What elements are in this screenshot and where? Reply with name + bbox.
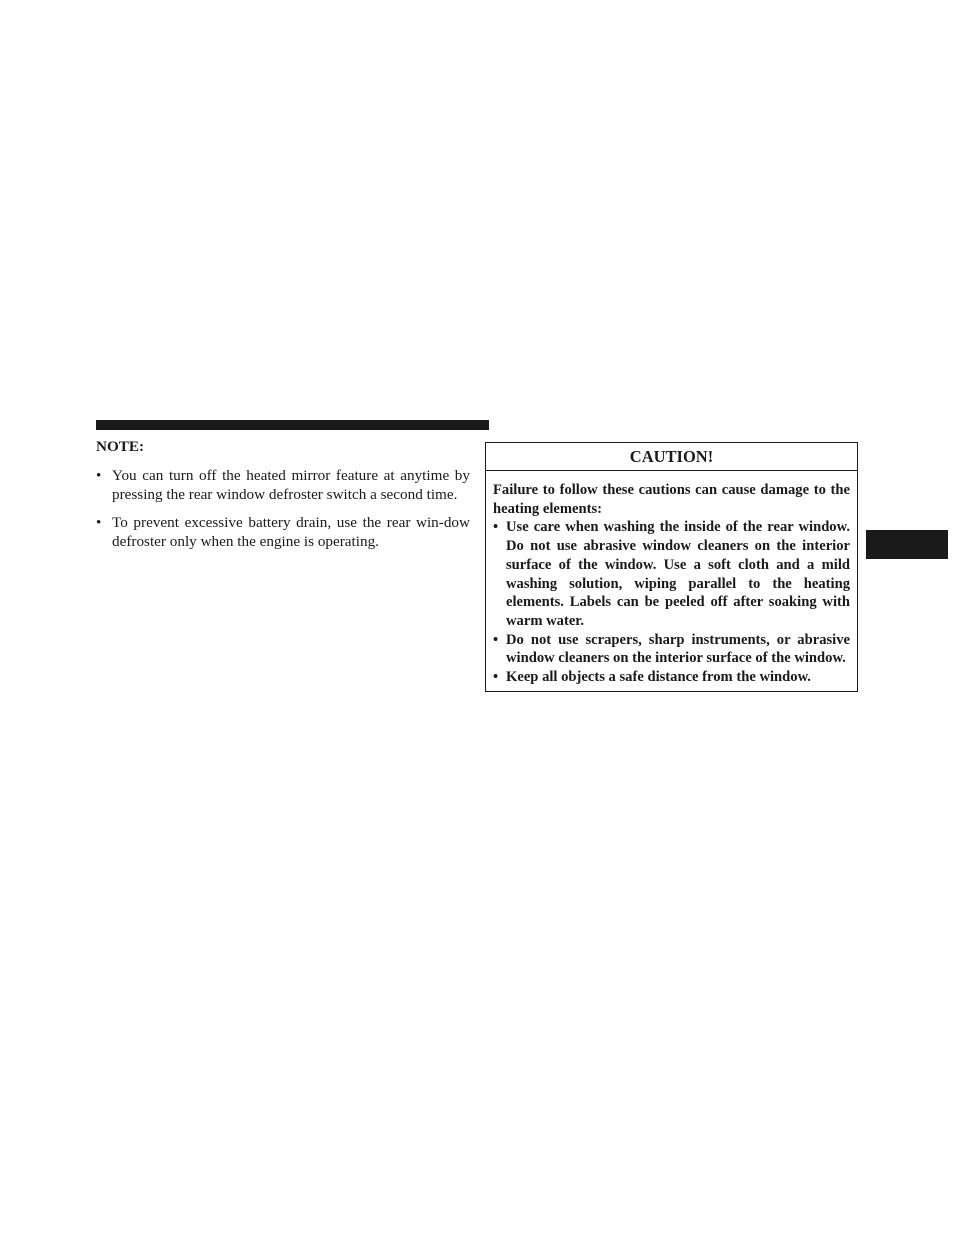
note-item: [96, 466, 470, 504]
bullet-icon: •: [96, 467, 102, 484]
caution-item: [493, 518, 850, 630]
caution-item: [493, 631, 850, 668]
caution-item: [493, 668, 850, 687]
section-rule: [96, 420, 489, 430]
note-list: [96, 466, 470, 551]
caution-item-text: Keep all objects a safe distance from the window.: [506, 669, 811, 686]
note-heading: NOTE:: [96, 438, 145, 455]
note-section: [96, 437, 470, 560]
bullet-icon: •: [493, 631, 499, 648]
bullet-icon: •: [96, 514, 102, 531]
caution-item-text: Do not use scrapers, sharp instruments, or abrasive window cleaners on the interior surface of the window.: [506, 631, 850, 667]
caution-body: [486, 471, 857, 691]
note-item: [96, 513, 470, 551]
chapter-tab: [866, 530, 948, 559]
bullet-icon: •: [493, 669, 499, 686]
caution-title: CAUTION!: [486, 443, 857, 471]
note-item-text: To prevent excessive battery drain, use the rear win-dow defroster only when the engine is operating.: [112, 514, 470, 550]
note-item-text: You can turn off the heated mirror feature at anytime by pressing the rear window defroster switch a second time.: [112, 467, 470, 503]
caution-list: [493, 518, 850, 686]
caution-box: [485, 442, 858, 692]
caution-intro: Failure to follow these cautions can cause damage to the heating elements:: [493, 482, 850, 517]
bullet-icon: •: [493, 519, 499, 536]
caution-item-text: Use care when washing the inside of the rear window. Do not use abrasive window cleaners on the interior surface of the window. Use a soft cloth and a mild washing solution, wiping parallel to the heating elements. Labels can be peeled off after soaking with warm water.: [506, 519, 850, 629]
